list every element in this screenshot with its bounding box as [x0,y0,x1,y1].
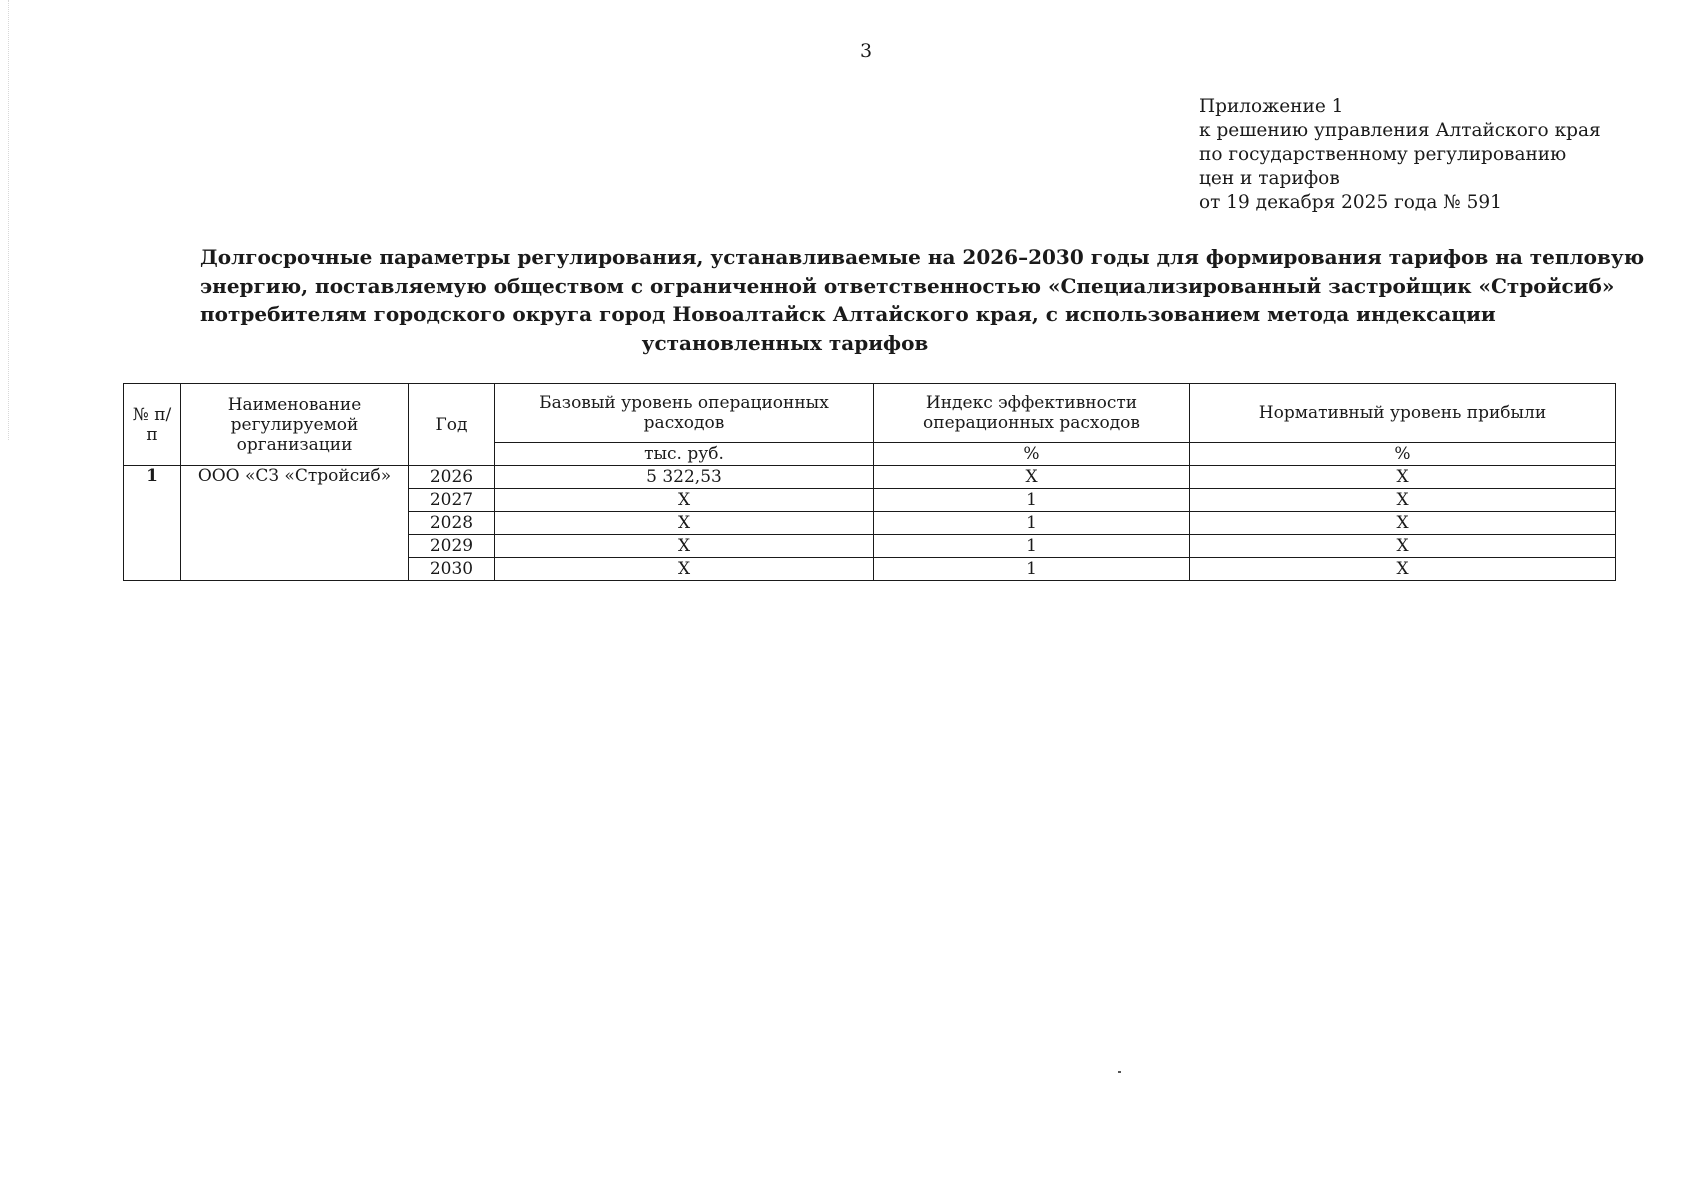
header-num: № п/п [124,384,181,466]
unit-profit-level: % [1190,443,1616,466]
header-efficiency-index: Индекс эффективности операционных расходов [874,384,1190,443]
header-year: Год [409,384,495,466]
cell-year: 2029 [409,535,495,558]
cell-efficiency-index: Х [874,466,1190,489]
cell-base-opex: Х [495,535,874,558]
cell-efficiency-index: 1 [874,535,1190,558]
cell-profit-level: Х [1190,512,1616,535]
header-organization: Наименование регулируемой организации [181,384,409,466]
appendix-line: от 19 декабря 2025 года № 591 [1199,192,1502,213]
cell-efficiency-index: 1 [874,489,1190,512]
appendix-block [1199,95,1601,215]
cell-profit-level: Х [1190,535,1616,558]
scan-speck [1118,1071,1121,1073]
parameters-table [123,383,1616,581]
cell-profit-level: Х [1190,466,1616,489]
cell-profit-level: Х [1190,489,1616,512]
cell-efficiency-index: 1 [874,558,1190,581]
cell-base-opex: Х [495,558,874,581]
cell-year: 2028 [409,512,495,535]
header-profit-level: Нормативный уровень прибыли [1190,384,1616,443]
entry-organization: ООО «СЗ «Стройсиб» [181,466,409,581]
cell-base-opex: Х [495,489,874,512]
appendix-line: к решению управления Алтайского края [1199,120,1601,141]
page-number: 3 [860,40,873,62]
title-line: установленных тарифов [641,330,929,355]
appendix-line: Приложение 1 [1199,96,1344,117]
cell-base-opex: Х [495,512,874,535]
cell-year: 2030 [409,558,495,581]
title-line: энергию, поставляемую обществом с ограниченной ответственностью «Специализированный застройщик «Стройсиб» [200,273,1615,298]
unit-base-opex: тыс. руб. [495,443,874,466]
cell-year: 2026 [409,466,495,489]
table-row [124,466,1616,489]
unit-efficiency-index: % [874,443,1190,466]
header-row [124,384,1616,443]
header-base-opex: Базовый уровень операционных расходов [495,384,874,443]
cell-profit-level: Х [1190,558,1616,581]
cell-base-opex: 5 322,53 [495,466,874,489]
cell-year: 2027 [409,489,495,512]
document-title [200,243,1645,357]
appendix-line: по государственному регулированию [1199,144,1567,165]
title-line: Долгосрочные параметры регулирования, устанавливаемые на 2026–2030 годы для формирования тарифов на тепловую [200,245,1645,269]
title-line: потребителям городского округа город Новоалтайск Алтайского края, с использованием метода индексации [200,302,1496,326]
cell-efficiency-index: 1 [874,512,1190,535]
entry-number: 1 [124,466,181,581]
scan-edge-marks [8,0,10,440]
appendix-line: цен и тарифов [1199,168,1340,189]
